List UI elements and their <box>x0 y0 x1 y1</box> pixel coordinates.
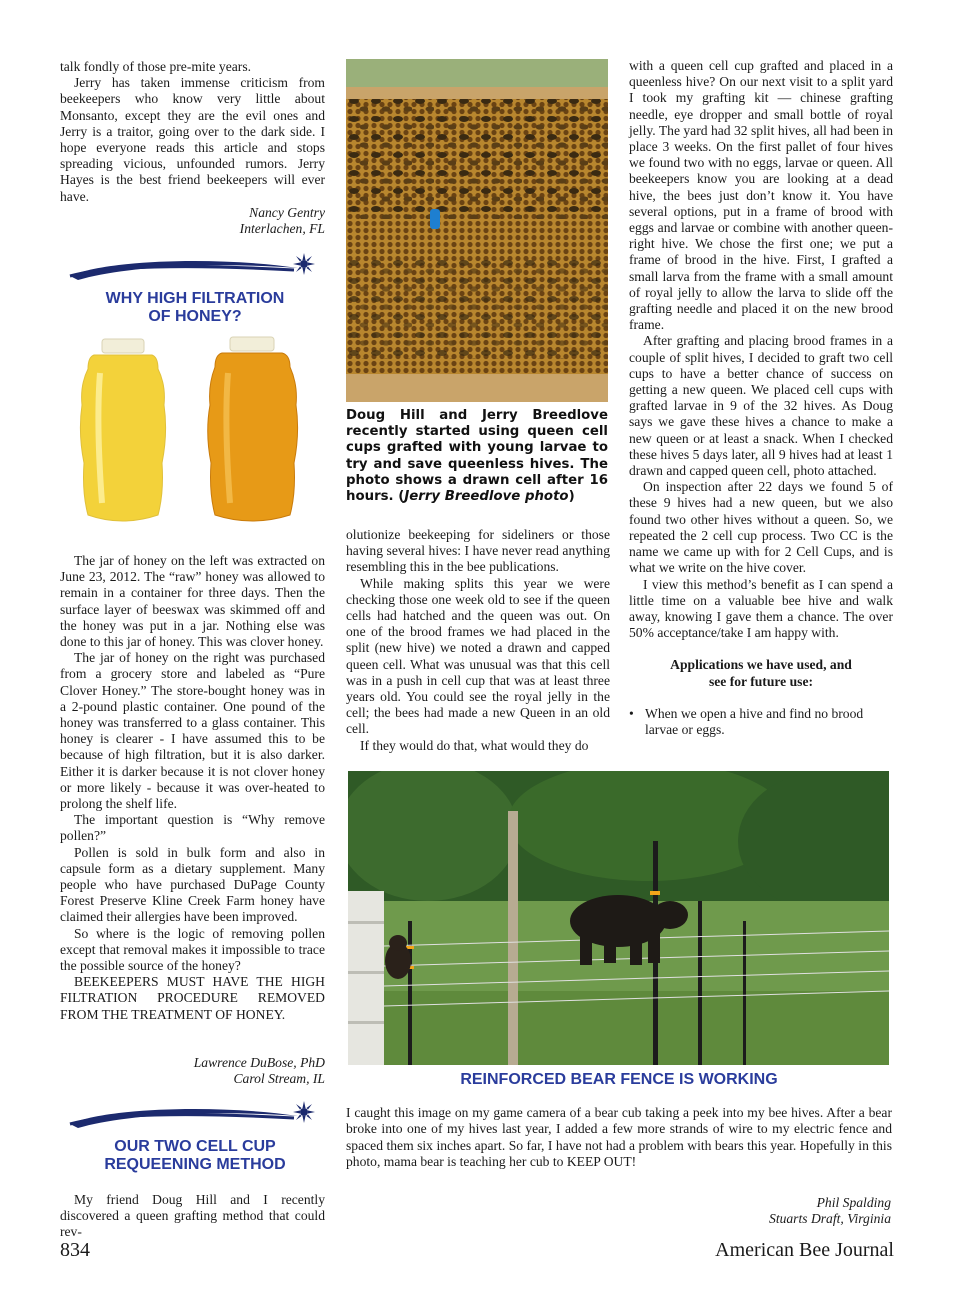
brood-frame-photo <box>346 59 608 402</box>
column-1-honey-text <box>60 553 325 1023</box>
letter-signature <box>60 205 325 237</box>
dark-honey-jar-icon <box>208 337 298 521</box>
bear-fence-photo <box>348 771 889 1065</box>
author-name: Lawrence DuBose, PhD <box>193 1055 325 1070</box>
subheading: see for future use: <box>708 673 814 689</box>
paragraph: BEEKEEPERS MUST HAVE THE HIGH FILTRATION PROCEDURE REMOVED FROM THE TREATMENT OF HONEY. <box>60 974 325 1022</box>
honey-jars-photo <box>60 333 325 531</box>
journal-name: American Bee Journal <box>715 1239 894 1261</box>
section-banner <box>66 1098 324 1174</box>
bear-section-title: REINFORCED BEAR FENCE IS WORKING <box>460 1071 778 1088</box>
letter-signature <box>600 1195 891 1227</box>
list-item: • When we open a hive and find no brood larvae or eggs. <box>629 705 864 737</box>
column-3-text <box>629 58 893 738</box>
paragraph: So where is the logic of removing pollen except that removal makes it impossible to trace the possible source of the honey? <box>60 925 325 974</box>
author-name: Phil Spalding <box>816 1195 891 1210</box>
column-1-bottom <box>60 1192 325 1241</box>
paragraph: If they would do that, what would they do <box>360 737 589 753</box>
queen-cell-cup-icon <box>430 209 440 229</box>
column-1-top <box>60 59 325 205</box>
banner-title-line-1: WHY HIGH FILTRATION <box>105 290 285 307</box>
paragraph: The jar of honey on the left was extracted on June 23, 2012. The “raw” honey was allowed to remain in a container for three days. Then the surface layer of beeswax was skimmed off and the honey was put in a jar. Nothing else was done to this jar of honey. This was clover honey. <box>60 553 325 650</box>
author-location: Carol Stream, IL <box>233 1071 325 1087</box>
letter-signature <box>60 1055 325 1087</box>
banner-title-line-1: OUR TWO CELL CUP <box>114 1138 276 1155</box>
paragraph: After grafting and placing brood frames in a couple of split hives, I decided to graft two cell cups to have a better chance of success on getting a new queen. We placed cell cups with grafted larvae in 9 of the 32 hives. As Doug says we gave these hives a chance to make a new queen or at least a snack. When I checked these hives 5 days later, all 9 hives had at least 1 drawn and capped queen cell, photo attached. <box>629 333 893 479</box>
paragraph: I view this method’s benefit as I can spend a little time on a valuable bee hive and walk away, knowing I gave them a chance. The over 50% acceptance/take I am happy with. <box>629 576 893 641</box>
paragraph: Jerry has taken immense criticism from beekeepers who know very little about Monsanto, except they are the evil ones and Jerry is a traitor, going over to the dark side. I hope everyone reads this article and stops spreading vicious, unfounded rumors. Jerry Hayes is the best friend beekeepers will ever have. <box>60 75 325 204</box>
bullet-icon: • <box>629 705 634 721</box>
bear-section-text: I caught this image on my game camera of a bear cub taking a peek into my bee hives. After a bear broke into one of my hives last year, I added a few more strands of wire to my electric fence and spaced them six inches apart. So far, I have not had a problem with bears this year. Hopefully in this photo, mama bear is teaching her cub to KEEP OUT! <box>346 1105 892 1170</box>
paragraph: The jar of honey on the right was purchased from a grocery store and labeled as “Pure Clover Honey.” The store-bought honey was in a 2-pound plastic container. One pound of the honey was transferred to a glass container. This honey is clearer - I have assumed this to be because of high filtration, but it is also darker. Either it is darker because it is not clover honey or more likely - because it was over-heated to prolong the shelf life. <box>60 650 325 812</box>
author-location: Stuarts Draft, Virginia <box>769 1211 891 1227</box>
paragraph: On inspection after 22 days we found 5 of these 9 hives had a new queen, but we also found two other hives without a queen. So, we repeated the 2 cell cup process. Two CC is the name we came up with for 2 Cell Cups, and is what we write on the hive cover. <box>629 479 893 576</box>
author-name: Nancy Gentry <box>249 205 325 220</box>
author-location: Interlachen, FL <box>239 221 325 237</box>
paragraph: with a queen cell cup grafted and placed in a queenless hive? On our next visit to a split yard I took my grafting kit — chinese grafting needle, eye dropper and small bottle of royal jelly. The yard had 32 split hives, all had been in place 3 weeks. On the first pallet of four hives we found two with no eggs, larvae or queen. All beekeepers know you are looking at a dead hive, the bees just don’t know it. You have several options, put in a frame of brood with eggs and larvae or combine with another queen-right hive. We chose the first one; we put a frame of brood in the hive. First, I grafted a small larva from the frame with a small amount of royal jelly to allow the larva to slide off the grafting needle and placed it on the new brood frame. <box>629 58 893 333</box>
photo-caption: Doug Hill and Jerry Breedlove recently started using queen cell cups grafted with young larvae to try and save queenless hives. The photo shows a drawn cell after 16 hours. (Jerry Breedlove photo) <box>346 408 608 505</box>
paragraph: While making splits this year we were checking those one week old to see if the queen cells had hatched and the queen was out. On one of the brood frames we had placed in the split (new hive) we noted a drawn and capped queen cell. What was unusual was that this cell was in a push in cell cup that was at least three years old. You could see the royal jelly in the cell; the bees had made a new Queen in an old cell. <box>346 575 610 737</box>
banner-title-line-2: OF HONEY? <box>148 308 242 325</box>
swoosh-icon <box>66 250 324 286</box>
page-number: 834 <box>60 1239 90 1261</box>
photo-credit: Jerry Breedlove photo <box>404 489 569 505</box>
paragraph: olutionize beekeeping for sideliners or those having several hives: I have never read anything resembling this in the bee publications. <box>346 527 610 575</box>
swoosh-icon <box>66 1098 324 1134</box>
light-honey-jar-icon <box>80 339 165 521</box>
paragraph: talk fondly of those pre-mite years. <box>60 59 252 74</box>
section-banner <box>66 250 324 326</box>
column-2-text <box>346 527 610 754</box>
subheading: Applications we have used, and <box>670 657 852 673</box>
paragraph: Pollen is sold in bulk form and also in capsule form as a dietary supplement. Many people who have purchased DuPage County Forest Preserve Kline Creek Farm honey have claimed their allergies have been improved. <box>60 844 325 925</box>
paragraph: The important question is “Why remove pollen?” <box>60 812 325 844</box>
paragraph: My friend Doug Hill and I recently discovered a queen grafting method that could rev- <box>60 1192 325 1240</box>
banner-title-line-2: REQUEENING METHOD <box>104 1156 286 1173</box>
